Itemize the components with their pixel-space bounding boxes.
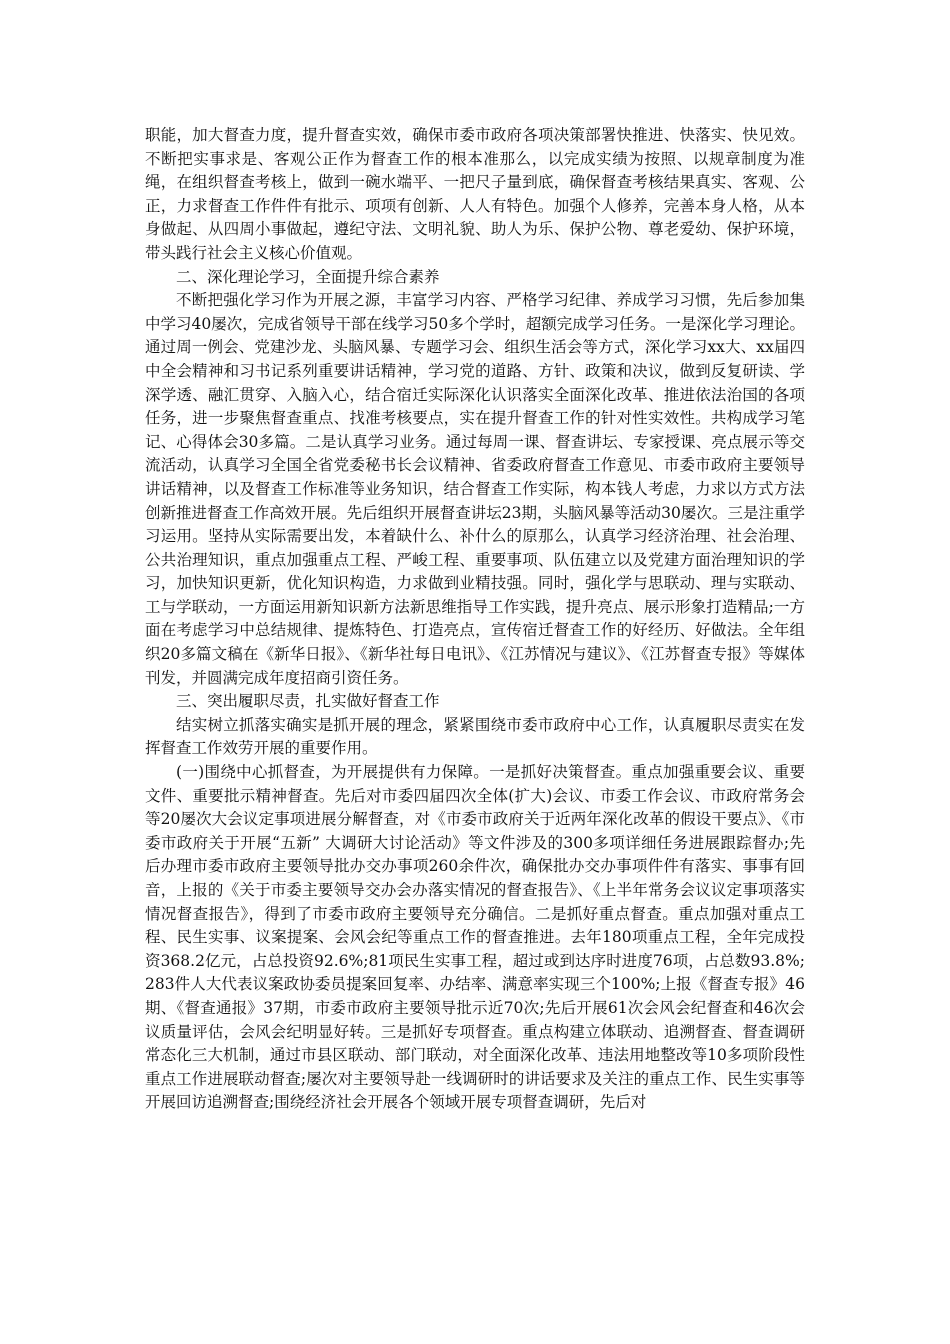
paragraph-supervision: (一)围绕中心抓督查，为开展提供有力保障。一是抓好决策督查。重点加强重要会议、重要文件、重要批示精神督查。先后对市委四届四次全体(扩大)会议、市委工作会议、市政府常务会等20屡次大会议定事项进展分解督查，对《市委市政府关于近两年深化改革的假设干要点》、《市委市政府关于开展“五新” 大调研大讨论活动》等文件涉及的300多项详细任务进展跟踪督办;先后办理市委市政府主要领导批办交办事项260余件次，确保批办交办事项件件有落实、事事有回音，上报的《关于市委主要领导交办会办落实情况的督查报告》、《上半年常务会议议定事项落实情况督查报告》，得到了市委市政府主要领导充分确信。二是抓好重点督查。重点加强对重点工程、民生实事、议案提案、会风会纪等重点工作的督查推进。去年180项重点工程，全年完成投资368.2亿元，占总投资92.6%;81项民生实事工程，超过或到达序时进度76项，占总数93.8%;283件人大代表议案政协委员提案回复率、办结率、满意率实现三个100%;上报《督查专报》46期、《督查通报》37期，市委市政府主要领导批示近70次;先后开展61次会风会纪督查和46次会议质量评估，会风会纪明显好转。三是抓好专项督查。重点构建立体联动、追溯督查、督查调研常态化三大机制，通过市县区联动、部门联动，对全面深化改革、违法用地整改等10多项阶段性重点工作进展联动督查;屡次对主要领导赴一线调研时的讲话要求及关注的重点工作、民生实事等开展回访追溯督查;围绕经济社会开展各个领域开展专项督查调研，先后对: [145, 763, 805, 1112]
paragraph-duty-intro: 结实树立抓落实确实是抓开展的理念，紧紧围绕市委市政府中心工作，认真履职尽责实在发挥督查工作效劳开展的重要作用。: [145, 715, 805, 758]
paragraph-study: 不断把强化学习作为开展之源，丰富学习内容、严格学习纪律、养成学习习惯，先后参加集中学习40屡次，完成省领导干部在线学习50多个学时，超额完成学习任务。一是深化学习理论。通过周一例会、党建沙龙、头脑风暴、专题学习会、组织生活会等方式，深化学习xx大、xx届四中全会精神和习书记系列重要讲话精神，学习党的道路、方针、政策和决议，做到反复研读、学深学透、融汇贯穿、入脑入心，结合宿迁实际深化认识落实全面深化改革、推进依法治国的各项任务，进一步聚焦督查重点、找准考核要点，实在提升督查工作的针对性实效性。共构成学习笔记、心得体会30多篇。二是认真学习业务。通过每周一课、督查讲坛、专家授课、亮点展示等交流活动，认真学习全国全省党委秘书长会议精神、省委政府督查工作意见、市委市政府主要领导讲话精神，以及督查工作标准等业务知识，结合督查工作实际，构本钱人考虑，力求以方式方法创新推进督查工作高效开展。先后组织开展督查讲坛23期，头脑风暴等活动30屡次。三是注重学习运用。坚持从实际需要出发，本着缺什么、补什么的原那么，认真学习经济治理、社会治理、公共治理知识，重点加强重点工程、严峻工程、重要事项、队伍建立以及党建方面治理知识的学习，加快知识更新，优化知识构造，力求做到业精技强。同时，强化学与思联动、理与实联动、工与学联动，一方面运用新知识新方法新思维指导工作实践，提升亮点、展示形象打造精品;一方面在考虑学习中总结规律、提炼特色、打造亮点，宣传宿迁督查工作的好经历、好做法。全年组织20多篇文稿在《新华日报》、《新华社每日电讯》、《江苏情况与建议》、《江苏督查专报》等媒体刊发，并圆满完成年度招商引资任务。: [145, 291, 805, 687]
paragraph-intro: 职能，加大督查力度，提升督查实效，确保市委市政府各项决策部署快推进、快落实、快见效。不断把实事求是、客观公正作为督查工作的根本准那么，以完成实绩为按照、以规章制度为准绳，在组织督查考核上，做到一碗水端平、一把尺子量到底，确保督查考核结果真实、客观、公正，力求督查工作件件有批示、项项有创新、人人有特色。加强个人修养，完善本身人格，从本身做起、从四周小事做起，遵纪守法、文明礼貌、助人为乐、保护公物、尊老爱幼、保护环境，带头践行社会主义核心价值观。: [145, 126, 805, 262]
section-heading-2: 二、深化理论学习，全面提升综合素养: [176, 267, 440, 286]
document-page: [145, 124, 805, 1115]
section-heading-3: 三、突出履职尽责，扎实做好督查工作: [176, 692, 440, 711]
